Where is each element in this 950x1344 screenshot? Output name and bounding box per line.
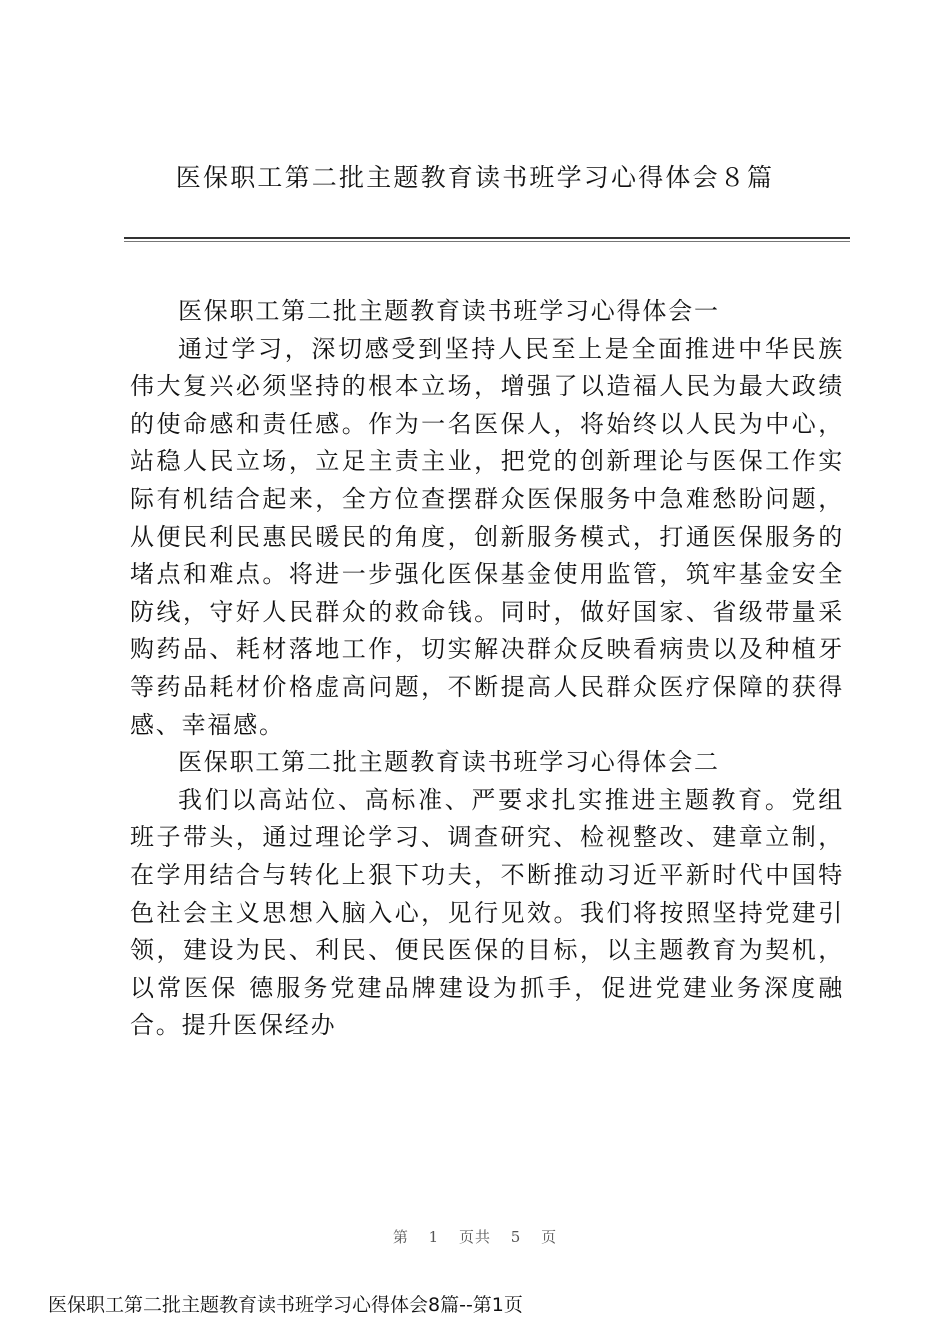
page-number: 第 1 页共 5 页	[392, 1228, 558, 1246]
section-paragraph-2: 我们以高站位、高标准、严要求扎实推进主题教育。党组班子带头，通过理论学习、调查研究、检视整改、建章立制，在学用结合与转化上狠下功夫，不断推动习近平新时代中国特色社会主义思想入脑入心，见行见效。我们将按照坚持党建引领，建设为民、利民、便民医保的目标，以主题教育为契机，以常医保 德服务党建品牌建设为抓手，促进党建业务深度融合。提升医保经办	[130, 785, 844, 1040]
document-title: 医保职工第二批主题教育读书班学习心得体会８篇	[175, 163, 775, 192]
document-body	[130, 293, 844, 1045]
title-divider	[124, 237, 850, 242]
section-paragraph-1: 通过学习，深切感受到坚持人民至上是全面推进中华民族伟大复兴必须坚持的根本立场，增强了以造福人民为最大政绩的使命感和责任感。作为一名医保人，将始终以人民为中心，站稳人民立场，立足主责主业，把党的创新理论与医保工作实际有机结合起来，全方位查摆群众医保服务中急难愁盼问题，从便民利民惠民暖民的角度，创新服务模式，打通医保服务的堵点和难点。将进一步强化医保基金使用监管，筑牢基金安全防线，守好人民群众的救命钱。同时，做好国家、省级带量采购药品、耗材落地工作，切实解决群众反映看病贵以及种植牙等药品耗材价格虚高问题，不断提高人民群众医疗保障的获得感、幸福感。	[130, 334, 844, 739]
section-heading-2: 医保职工第二批主题教育读书班学习心得体会二	[178, 748, 720, 777]
footer-caption: 医保职工第二批主题教育读书班学习心得体会8篇--第1页	[48, 1294, 523, 1316]
section-heading-1: 医保职工第二批主题教育读书班学习心得体会一	[178, 297, 720, 325]
